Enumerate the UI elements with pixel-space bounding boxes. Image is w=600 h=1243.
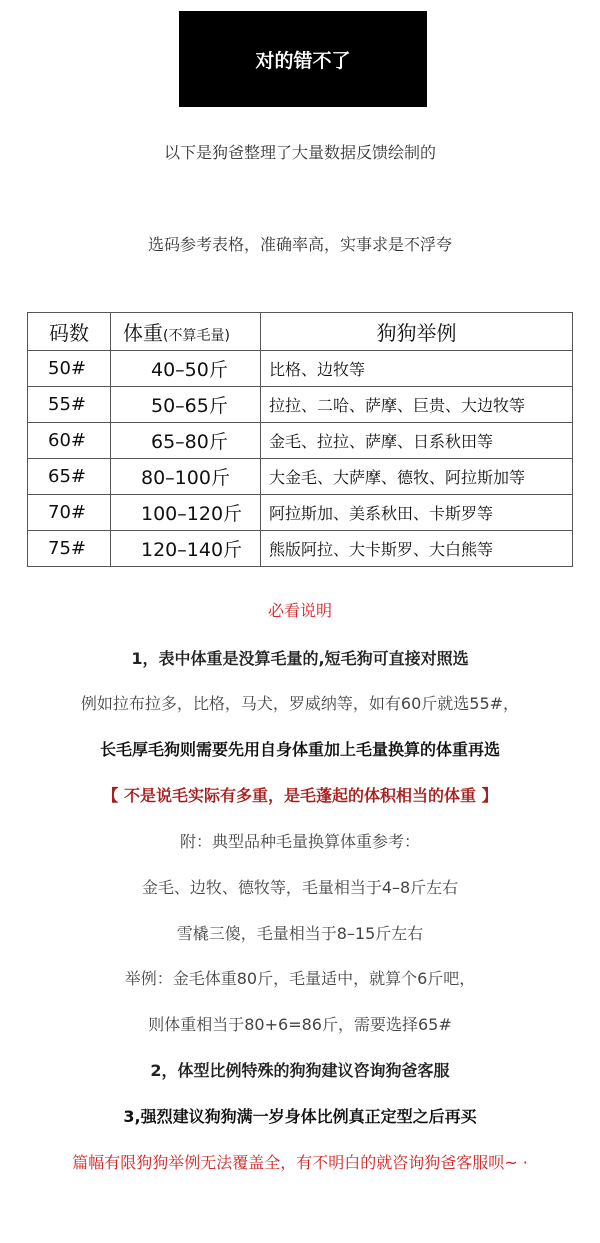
cell-code: 65#: [28, 459, 111, 495]
header-weight-note: (不算毛量): [163, 328, 230, 344]
cell-breeds: 拉拉、二哈、萨摩、巨贵、大边牧等: [261, 387, 573, 423]
table-row: [28, 531, 573, 567]
table-row: [28, 351, 573, 387]
cell-weight: 120–140斤: [111, 531, 261, 567]
note-line-11: 3,强烈建议狗狗满一岁身体比例真正定型之后再买: [123, 1107, 477, 1126]
note-line-8: 举例：金毛体重80斤，毛量适中，就算个6斤吧，: [124, 969, 476, 988]
table-row: [28, 423, 573, 459]
page-title: 对的错不了: [255, 49, 351, 72]
cell-weight: 50–65斤: [111, 387, 261, 423]
table-row: [28, 459, 573, 495]
table-row: [28, 387, 573, 423]
note-line-5: 附：典型品种毛量换算体重参考：: [179, 832, 420, 851]
cell-code: 70#: [28, 495, 111, 531]
cell-code: 50#: [28, 351, 111, 387]
note-line-1: 1，表中体重是没算毛量的,短毛狗可直接对照选: [131, 649, 469, 668]
cell-code: 55#: [28, 387, 111, 423]
note-line-2: 例如拉布拉多，比格，马犬，罗威纳等，如有60斤就选55#，: [80, 694, 520, 713]
note-line-12: 篇幅有限狗狗举例无法覆盖全，有不明白的就咨询狗爸客服呗~ ·: [72, 1153, 528, 1172]
title-banner: [179, 11, 427, 107]
cell-weight: 100–120斤: [111, 495, 261, 531]
note-line-3: 长毛厚毛狗则需要先用自身体重加上毛量换算的体重再选: [99, 740, 500, 759]
note-line-6: 金毛、边牧、德牧等，毛量相当于4–8斤左右: [141, 878, 459, 897]
intro-line-2: 选码参考表格，准确率高，实事求是不浮夸: [147, 235, 452, 254]
cell-weight: 80–100斤: [111, 459, 261, 495]
note-line-7: 雪橇三傻，毛量相当于8–15斤左右: [176, 924, 424, 943]
note-line-10: 2，体型比例特殊的狗狗建议咨询狗爸客服: [150, 1061, 450, 1080]
header-breeds: 狗狗举例: [261, 313, 573, 351]
cell-weight: 65–80斤: [111, 423, 261, 459]
cell-breeds: 熊版阿拉、大卡斯罗、大白熊等: [261, 531, 573, 567]
cell-breeds: 金毛、拉拉、萨摩、日系秋田等: [261, 423, 573, 459]
note-line-4: 【 不是说毛实际有多重，是毛蓬起的体积相当的体重 】: [102, 786, 498, 805]
cell-weight: 40–50斤: [111, 351, 261, 387]
cell-breeds: 比格、边牧等: [261, 351, 573, 387]
header-weight-label: 体重: [123, 321, 163, 345]
cell-breeds: 大金毛、大萨摩、德牧、阿拉斯加等: [261, 459, 573, 495]
header-code: 码数: [28, 313, 111, 351]
notes-title: 必看说明: [267, 601, 332, 620]
header-weight: [111, 313, 261, 351]
intro-line-1: 以下是狗爸整理了大量数据反馈绘制的: [163, 143, 436, 162]
cell-code: 60#: [28, 423, 111, 459]
table-row: [28, 495, 573, 531]
table-header-row: [28, 313, 573, 351]
cell-breeds: 阿拉斯加、美系秋田、卡斯罗等: [261, 495, 573, 531]
size-chart-table: [27, 312, 573, 567]
cell-code: 75#: [28, 531, 111, 567]
note-line-9: 则体重相当于80+6=86斤，需要选择65#: [148, 1015, 452, 1034]
